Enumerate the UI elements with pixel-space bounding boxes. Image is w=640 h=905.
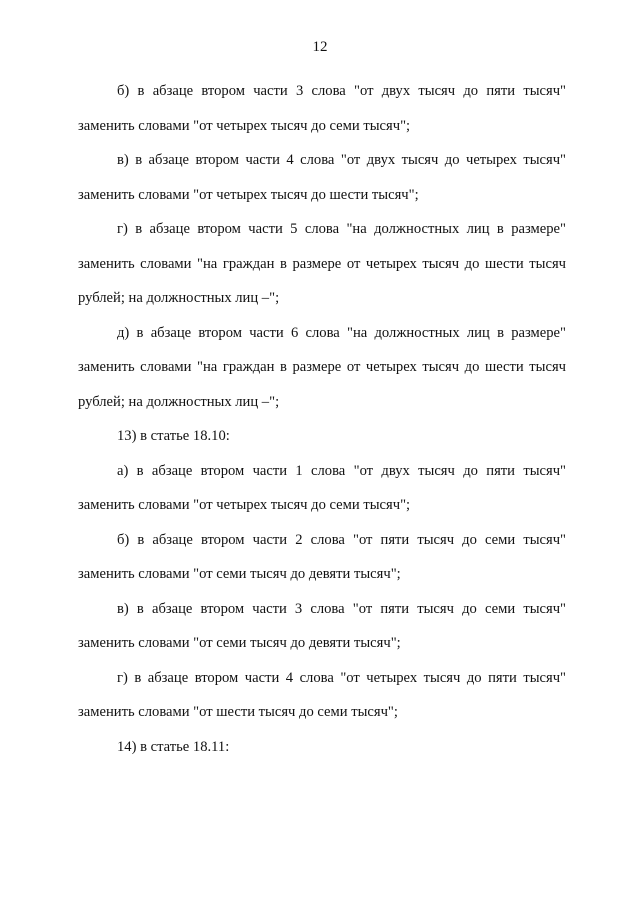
paragraph-amendment-b: б) в абзаце втором части 3 слова "от двух тысяч до пяти тысяч" заменить словами "от четырех тысяч до семи тысяч"; [78,83,566,134]
paragraph-article-18-11: 14) в статье 18.11: [117,738,230,755]
page-number: 12 [312,39,328,55]
paragraph-18-10-g: г) в абзаце втором части 4 слова "от четырех тысяч до пяти тысяч" заменить словами "от шести тысяч до семи тысяч"; [78,669,566,720]
paragraph-amendment-d: д) в абзаце втором части 6 слова "на должностных лиц в размере" заменить словами "на граждан в размере от четырех тысяч до шести тысяч рублей; на должностных лиц –"; [78,324,566,410]
paragraph-amendment-g: г) в абзаце втором части 5 слова "на должностных лиц в размере" заменить словами "на граждан в размере от четырех тысяч до шести тысяч рублей; на должностных лиц –"; [78,221,566,306]
document-body [78,74,566,764]
paragraph-18-10-b: б) в абзаце втором части 2 слова "от пяти тысяч до семи тысяч" заменить словами "от семи тысяч до девяти тысяч"; [78,531,566,582]
paragraph-18-10-v: в) в абзаце втором части 3 слова "от пяти тысяч до семи тысяч" заменить словами "от семи тысяч до девяти тысяч"; [78,600,566,651]
paragraph-article-18-10: 13) в статье 18.10: [117,428,230,444]
paragraph-amendment-v: в) в абзаце втором части 4 слова "от двух тысяч до четырех тысяч" заменить словами "от четырех тысяч до шести тысяч"; [78,152,566,203]
paragraph-18-10-a: а) в абзаце втором части 1 слова "от двух тысяч до пяти тысяч" заменить словами "от четырех тысяч до семи тысяч"; [78,462,566,513]
